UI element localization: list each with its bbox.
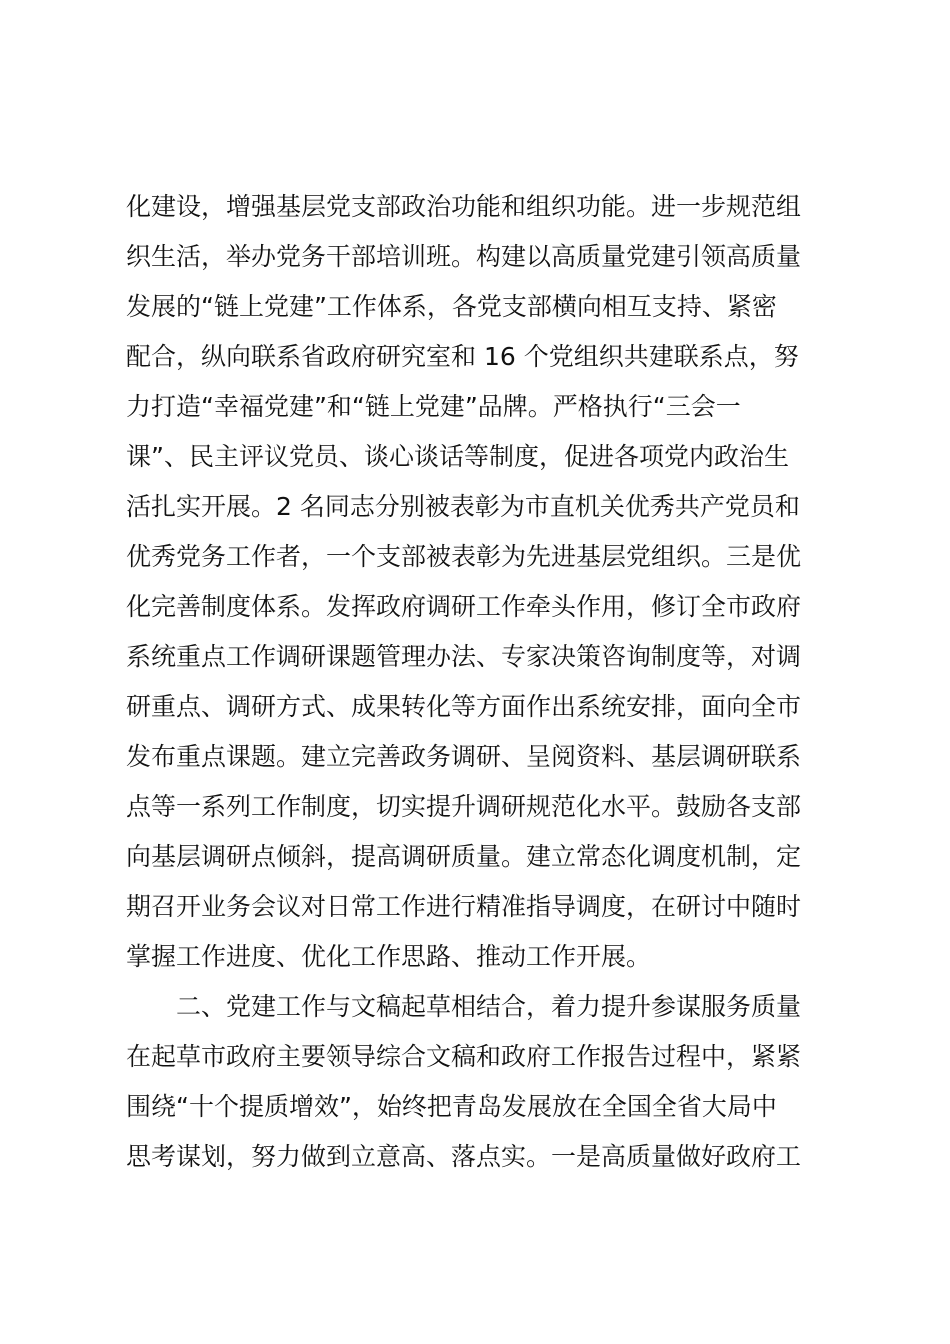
paragraph-line: 化完善制度体系。发挥政府调研工作牵头作用，修订全市政府	[126, 592, 802, 621]
paragraph-line: 系统重点工作调研课题管理办法、专家决策咨询制度等，对调	[126, 642, 802, 671]
paragraph-line: 在起草市政府主要领导综合文稿和政府工作报告过程中，紧紧	[126, 1042, 802, 1071]
paragraph-line: 力打造“幸福党建”和“链上党建”品牌。严格执行“三会一	[126, 392, 741, 421]
paragraph-line: 掌握工作进度、优化工作思路、推动工作开展。	[126, 942, 652, 971]
paragraph-line: 点等一系列工作制度，切实提升调研规范化水平。鼓励各支部	[126, 792, 802, 821]
paragraph-line: 围绕“十个提质增效”，始终把青岛发展放在全国全省大局中	[126, 1092, 777, 1121]
paragraph-line: 向基层调研点倾斜，提高调研质量。建立常态化调度机制，定	[126, 842, 802, 871]
paragraph-line: 发展的“链上党建”工作体系，各党支部横向相互支持、紧密	[126, 292, 777, 321]
section-heading: 二、党建工作与文稿起草相结合，着力提升参谋服务质量	[176, 992, 802, 1021]
paragraph-line: 研重点、调研方式、成果转化等方面作出系统安排，面向全市	[126, 692, 802, 721]
paragraph-line: 化建设，增强基层党支部政治功能和组织功能。进一步规范组	[126, 192, 802, 221]
paragraph-line: 思考谋划，努力做到立意高、落点实。一是高质量做好政府工	[126, 1142, 802, 1171]
document-body	[126, 182, 836, 1182]
paragraph-line: 课”、民主评议党员、谈心谈话等制度，促进各项党内政治生	[126, 442, 789, 471]
paragraph-line: 织生活，举办党务干部培训班。构建以高质量党建引领高质量	[126, 242, 802, 271]
paragraph-line: 发布重点课题。建立完善政务调研、呈阅资料、基层调研联系	[126, 742, 802, 771]
paragraph-line: 活扎实开展。2 名同志分别被表彰为市直机关优秀共产党员和	[126, 492, 800, 521]
paragraph-line: 期召开业务会议对日常工作进行精准指导调度，在研讨中随时	[126, 892, 802, 921]
paragraph-line: 配合，纵向联系省政府研究室和 16 个党组织共建联系点，努	[126, 342, 799, 371]
paragraph-line: 优秀党务工作者，一个支部被表彰为先进基层党组织。三是优	[126, 542, 802, 571]
